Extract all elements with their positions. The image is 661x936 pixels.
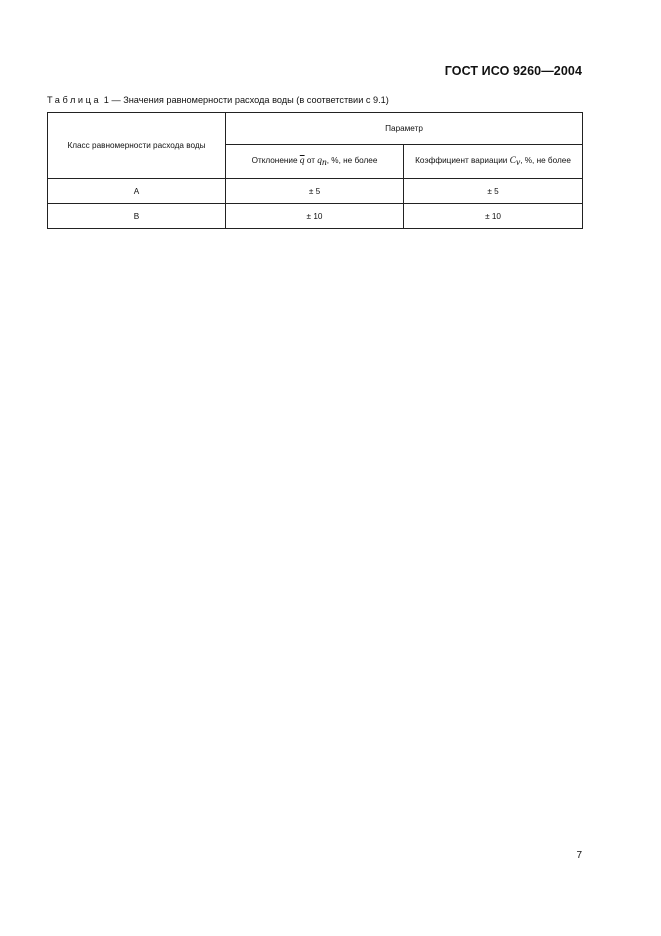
table-row — [48, 204, 583, 229]
deviation-cell: ± 10 — [226, 204, 404, 229]
deviation-subscript-n: n — [321, 157, 327, 168]
table-caption-text: 1 — Значения равномерности расхода воды (в соответствии с 9.1) — [101, 95, 389, 105]
page-number: 7 — [576, 850, 582, 861]
water-flow-uniformity-table — [47, 112, 583, 229]
variation-cell: ± 10 — [404, 204, 583, 229]
deviation-header-middle: от — [304, 155, 318, 165]
deviation-header-suffix: , %, не более — [326, 155, 378, 165]
table-row — [48, 179, 583, 204]
standard-code-header: ГОСТ ИСО 9260—2004 — [444, 64, 582, 78]
class-column-header: Класс равномерности расхода воды — [48, 113, 226, 179]
variation-cell: ± 5 — [404, 179, 583, 204]
table-caption-lead: Таблица — [47, 95, 102, 105]
class-cell: B — [48, 204, 226, 229]
deviation-symbol-q-mean: $\overline{q}$ — [299, 155, 305, 166]
deviation-symbol-qn: q — [317, 155, 322, 166]
table-caption — [47, 95, 389, 105]
variation-header-suffix: , %, не более — [520, 155, 571, 165]
variation-subscript-v: v — [515, 157, 521, 168]
deviation-header-prefix: Отклонение — [251, 155, 300, 165]
variation-column-header — [404, 145, 583, 179]
variation-header-prefix: Коэффициент вариации — [415, 155, 510, 165]
deviation-cell: ± 5 — [226, 179, 404, 204]
table-header-row-1 — [48, 113, 583, 145]
class-cell: A — [48, 179, 226, 204]
deviation-column-header — [226, 145, 404, 179]
parameter-column-header: Параметр — [226, 113, 583, 145]
variation-symbol-c: C — [509, 155, 516, 166]
